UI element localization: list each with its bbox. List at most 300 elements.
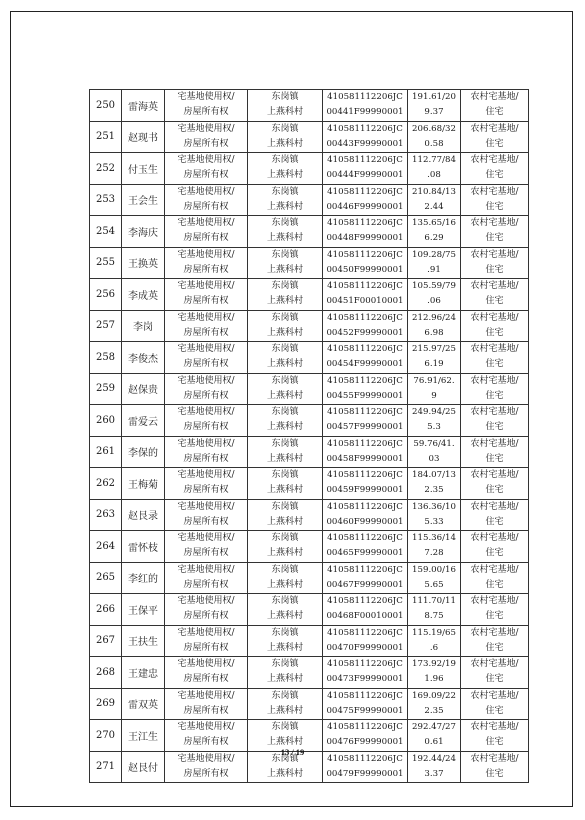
area-cell-line: 7.28 [424,548,444,559]
location-cell [248,121,323,153]
location-cell-line: 东岗镇 [271,92,299,103]
parcel-code-cell-line: 00448F99990001 [326,233,404,244]
location-cell [248,279,323,311]
right-type-cell-line: 房屋所有权 [183,768,229,779]
location-cell [248,688,323,720]
land-use-cell-line: 农村宅基地/ [470,312,519,323]
land-use-cell-line: 住宅 [485,107,504,118]
location-cell-line: 东岗镇 [271,281,299,292]
parcel-code-cell-line: 410581112206JC [327,533,403,544]
row-number-cell: 270 [90,720,122,752]
land-use-cell-line: 农村宅基地/ [470,344,519,355]
owner-name-cell: 赵保贵 [122,373,165,405]
land-use-cell-line: 住宅 [485,296,504,307]
parcel-code-cell-line: 410581112206JC [327,155,403,166]
land-use-cell-line: 农村宅基地/ [470,123,519,134]
area-cell-line: 2.44 [424,201,444,212]
right-type-cell-line: 宅基地使用权/ [177,438,235,449]
parcel-code-cell [323,121,408,153]
row-number-cell: 267 [90,625,122,657]
parcel-code-cell-line: 00467F99990001 [326,579,404,590]
right-type-cell-line: 房屋所有权 [183,296,229,307]
right-type-cell-line: 宅基地使用权/ [177,690,235,701]
right-type-cell-line: 宅基地使用权/ [177,596,235,607]
table-row [90,436,529,468]
location-cell-line: 东岗镇 [271,123,299,134]
land-use-cell-line: 住宅 [485,390,504,401]
right-type-cell [165,216,248,248]
row-number-cell: 259 [90,373,122,405]
parcel-code-cell [323,247,408,279]
right-type-cell [165,499,248,531]
land-use-cell-line: 农村宅基地/ [470,627,519,638]
table-row [90,531,529,563]
land-use-cell-line: 住宅 [485,359,504,370]
area-cell [408,153,461,185]
location-cell [248,405,323,437]
right-type-cell-line: 房屋所有权 [183,642,229,653]
area-cell-line: 2.35 [424,485,444,496]
parcel-code-cell-line: 410581112206JC [327,218,403,229]
right-type-cell-line: 房屋所有权 [183,264,229,275]
table-row [90,468,529,500]
parcel-code-cell-line: 00441F99990001 [326,107,404,118]
parcel-code-cell-line: 00476F99990001 [326,737,404,748]
owner-name-cell: 李俊杰 [122,342,165,374]
location-cell-line: 上燕科村 [266,201,303,212]
row-number-cell: 265 [90,562,122,594]
parcel-code-cell-line: 410581112206JC [327,627,403,638]
parcel-code-cell-line: 410581112206JC [327,407,403,418]
area-cell-line: .6 [429,642,439,653]
location-cell-line: 上燕科村 [266,296,303,307]
right-type-cell-line: 宅基地使用权/ [177,312,235,323]
right-type-cell [165,90,248,122]
parcel-code-cell [323,216,408,248]
parcel-code-cell-line: 410581112206JC [327,92,403,103]
area-cell-line: 112.77/84 [412,155,456,166]
area-cell-line: 0.61 [424,737,444,748]
right-type-cell-line: 房屋所有权 [183,611,229,622]
land-use-cell-line: 农村宅基地/ [470,564,519,575]
location-cell-line: 东岗镇 [271,344,299,355]
row-number-cell: 255 [90,247,122,279]
table-row [90,562,529,594]
land-use-cell [461,153,529,185]
land-use-cell-line: 农村宅基地/ [470,470,519,481]
location-cell-line: 上燕科村 [266,422,303,433]
owner-name-cell: 雷怀枝 [122,531,165,563]
owner-name-cell: 王梅菊 [122,468,165,500]
land-use-cell-line: 住宅 [485,201,504,212]
table-row [90,247,529,279]
row-number-cell: 256 [90,279,122,311]
parcel-code-cell-line: 410581112206JC [327,123,403,134]
row-number-cell: 254 [90,216,122,248]
row-number-cell: 271 [90,751,122,783]
land-use-cell [461,121,529,153]
area-cell-line: 6.29 [424,233,444,244]
location-cell [248,499,323,531]
location-cell [248,373,323,405]
right-type-cell-line: 宅基地使用权/ [177,123,235,134]
land-use-cell-line: 农村宅基地/ [470,186,519,197]
area-cell [408,531,461,563]
location-cell-line: 上燕科村 [266,611,303,622]
parcel-code-cell-line: 00459F99990001 [326,485,404,496]
land-use-cell [461,468,529,500]
row-number-cell: 252 [90,153,122,185]
area-cell [408,436,461,468]
area-cell-line: 76.91/62. [413,375,455,386]
land-use-cell-line: 住宅 [485,611,504,622]
parcel-code-cell-line: 410581112206JC [327,375,403,386]
owner-name-cell: 李成英 [122,279,165,311]
right-type-cell-line: 房屋所有权 [183,390,229,401]
owner-name-cell: 雷双英 [122,688,165,720]
row-number-cell: 264 [90,531,122,563]
row-number-cell: 266 [90,594,122,626]
land-use-cell [461,310,529,342]
location-cell-line: 上燕科村 [266,327,303,338]
right-type-cell-line: 宅基地使用权/ [177,470,235,481]
area-cell [408,247,461,279]
table-row [90,594,529,626]
location-cell-line: 上燕科村 [266,737,303,748]
owner-name-cell: 李红的 [122,562,165,594]
right-type-cell-line: 宅基地使用权/ [177,281,235,292]
location-cell-line: 上燕科村 [266,485,303,496]
land-use-cell-line: 农村宅基地/ [470,501,519,512]
right-type-cell [165,562,248,594]
owner-name-cell: 赵艮付 [122,751,165,783]
parcel-code-cell-line: 410581112206JC [327,249,403,260]
area-cell-line: 135.65/16 [412,218,456,229]
area-cell-line: 115.19/65 [412,627,456,638]
area-cell-line: 109.28/75 [412,249,456,260]
parcel-code-cell [323,657,408,689]
land-use-cell-line: 住宅 [485,674,504,685]
land-use-cell-line: 农村宅基地/ [470,753,519,764]
parcel-code-cell [323,90,408,122]
land-use-cell [461,657,529,689]
owner-name-cell: 付玉生 [122,153,165,185]
location-cell [248,310,323,342]
right-type-cell [165,153,248,185]
land-use-cell-line: 农村宅基地/ [470,375,519,386]
area-cell-line: 292.47/27 [412,722,456,733]
table-row [90,499,529,531]
right-type-cell [165,342,248,374]
right-type-cell [165,310,248,342]
owner-name-cell: 雷爱云 [122,405,165,437]
right-type-cell-line: 宅基地使用权/ [177,218,235,229]
area-cell-line: 249.94/25 [412,407,456,418]
row-number-cell: 260 [90,405,122,437]
land-use-cell [461,90,529,122]
owner-name-cell: 王会生 [122,184,165,216]
location-cell-line: 东岗镇 [271,186,299,197]
location-cell [248,531,323,563]
location-cell-line: 上燕科村 [266,264,303,275]
area-cell-line: 9 [431,390,437,401]
right-type-cell-line: 房屋所有权 [183,107,229,118]
area-cell [408,657,461,689]
right-type-cell [165,657,248,689]
location-cell [248,436,323,468]
parcel-code-cell-line: 410581112206JC [327,312,403,323]
area-cell-line: 169.09/22 [412,690,456,701]
land-use-cell-line: 住宅 [485,453,504,464]
owner-name-cell: 王保平 [122,594,165,626]
right-type-cell [165,121,248,153]
right-type-cell-line: 宅基地使用权/ [177,533,235,544]
area-cell-line: 9.37 [424,107,444,118]
parcel-code-cell [323,499,408,531]
row-number-cell: 258 [90,342,122,374]
location-cell-line: 东岗镇 [271,501,299,512]
location-cell-line: 东岗镇 [271,753,299,764]
area-cell-line: 2.35 [424,705,444,716]
location-cell-line: 上燕科村 [266,453,303,464]
parcel-code-cell [323,405,408,437]
owner-name-cell: 王江生 [122,720,165,752]
parcel-code-cell-line: 00443F99990001 [326,138,404,149]
location-cell-line: 东岗镇 [271,470,299,481]
right-type-cell-line: 房屋所有权 [183,359,229,370]
land-use-cell-line: 农村宅基地/ [470,438,519,449]
location-cell-line: 上燕科村 [266,170,303,181]
parcel-code-cell-line: 410581112206JC [327,659,403,670]
right-type-cell [165,436,248,468]
parcel-code-cell [323,342,408,374]
parcel-code-cell-line: 00458F99990001 [326,453,404,464]
location-cell-line: 东岗镇 [271,533,299,544]
location-cell [248,216,323,248]
parcel-code-cell-line: 00468F00010001 [326,611,404,622]
right-type-cell-line: 宅基地使用权/ [177,186,235,197]
parcel-code-cell [323,625,408,657]
land-use-cell-line: 农村宅基地/ [470,659,519,670]
right-type-cell-line: 房屋所有权 [183,201,229,212]
location-cell-line: 上燕科村 [266,107,303,118]
location-cell-line: 上燕科村 [266,642,303,653]
location-cell-line: 东岗镇 [271,249,299,260]
land-use-cell-line: 住宅 [485,642,504,653]
land-use-cell [461,279,529,311]
area-cell [408,310,461,342]
land-use-cell-line: 住宅 [485,737,504,748]
area-cell [408,342,461,374]
row-number-cell: 251 [90,121,122,153]
land-use-cell-line: 农村宅基地/ [470,407,519,418]
area-cell-line: 210.84/13 [412,186,456,197]
right-type-cell [165,594,248,626]
right-type-cell [165,531,248,563]
location-cell-line: 上燕科村 [266,516,303,527]
parcel-code-cell-line: 410581112206JC [327,470,403,481]
location-cell-line: 东岗镇 [271,564,299,575]
parcel-code-cell-line: 410581112206JC [327,501,403,512]
right-type-cell [165,247,248,279]
parcel-code-cell-line: 00454F99990001 [326,359,404,370]
land-use-cell-line: 农村宅基地/ [470,533,519,544]
right-type-cell [165,184,248,216]
location-cell-line: 东岗镇 [271,218,299,229]
location-cell [248,657,323,689]
location-cell-line: 上燕科村 [266,548,303,559]
land-use-cell-line: 农村宅基地/ [470,92,519,103]
land-use-cell [461,184,529,216]
right-type-cell-line: 宅基地使用权/ [177,564,235,575]
land-use-cell-line: 住宅 [485,485,504,496]
parcel-code-cell-line: 00473F99990001 [326,674,404,685]
land-use-cell [461,688,529,720]
area-cell-line: 115.36/14 [412,533,456,544]
parcel-code-cell-line: 00479F99990001 [326,768,404,779]
land-use-cell-line: 住宅 [485,516,504,527]
location-cell-line: 上燕科村 [266,390,303,401]
row-number-cell: 268 [90,657,122,689]
table-row [90,373,529,405]
table-row [90,216,529,248]
right-type-cell-line: 宅基地使用权/ [177,659,235,670]
parcel-code-cell-line: 00446F99990001 [326,201,404,212]
right-type-cell-line: 房屋所有权 [183,548,229,559]
location-cell-line: 东岗镇 [271,155,299,166]
parcel-code-cell [323,688,408,720]
area-cell-line: 3.37 [424,768,444,779]
right-type-cell-line: 房屋所有权 [183,737,229,748]
location-cell [248,562,323,594]
right-type-cell-line: 房屋所有权 [183,233,229,244]
right-type-cell-line: 宅基地使用权/ [177,92,235,103]
row-number-cell: 257 [90,310,122,342]
area-cell-line: 5.65 [424,579,444,590]
right-type-cell [165,279,248,311]
land-use-cell-line: 住宅 [485,264,504,275]
right-type-cell-line: 房屋所有权 [183,516,229,527]
right-type-cell-line: 房屋所有权 [183,579,229,590]
area-cell [408,562,461,594]
parcel-code-cell-line: 00452F99990001 [326,327,404,338]
location-cell [248,342,323,374]
right-type-cell-line: 宅基地使用权/ [177,627,235,638]
land-use-cell-line: 住宅 [485,768,504,779]
parcel-code-cell-line: 00444F99990001 [326,170,404,181]
parcel-code-cell [323,153,408,185]
land-use-cell-line: 农村宅基地/ [470,218,519,229]
land-use-cell [461,436,529,468]
register-table [89,89,529,783]
right-type-cell-line: 房屋所有权 [183,327,229,338]
area-cell-line: 5.33 [424,516,444,527]
area-cell-line: 0.58 [424,138,444,149]
location-cell [248,247,323,279]
area-cell-line: 212.96/24 [412,312,456,323]
area-cell-line: 6.98 [424,327,444,338]
area-cell-line: 6.19 [424,359,444,370]
parcel-code-cell-line: 00451F00010001 [326,296,404,307]
land-use-cell-line: 农村宅基地/ [470,249,519,260]
location-cell-line: 东岗镇 [271,596,299,607]
area-cell-line: 159.00/16 [412,564,456,575]
location-cell-line: 东岗镇 [271,438,299,449]
location-cell [248,153,323,185]
location-cell-line: 上燕科村 [266,359,303,370]
location-cell-line: 东岗镇 [271,659,299,670]
land-use-cell [461,247,529,279]
table-row [90,279,529,311]
parcel-code-cell-line: 00470F99990001 [326,642,404,653]
land-use-cell-line: 住宅 [485,705,504,716]
table-row [90,405,529,437]
parcel-code-cell-line: 410581112206JC [327,564,403,575]
parcel-code-cell-line: 00455F99990001 [326,390,404,401]
area-cell-line: 03 [428,453,440,464]
area-cell [408,468,461,500]
land-use-cell-line: 住宅 [485,233,504,244]
area-cell-line: 8.75 [424,611,444,622]
area-cell [408,90,461,122]
right-type-cell [165,625,248,657]
parcel-code-cell-line: 410581112206JC [327,596,403,607]
area-cell-line: 1.96 [424,674,444,685]
right-type-cell-line: 宅基地使用权/ [177,753,235,764]
parcel-code-cell-line: 410581112206JC [327,753,403,764]
land-use-cell [461,405,529,437]
land-use-cell [461,216,529,248]
location-cell-line: 东岗镇 [271,312,299,323]
table-row [90,342,529,374]
parcel-code-cell-line: 00457F99990001 [326,422,404,433]
row-number-cell: 261 [90,436,122,468]
area-cell [408,499,461,531]
area-cell-line: 192.44/24 [412,753,456,764]
location-cell-line: 上燕科村 [266,138,303,149]
land-use-cell [461,625,529,657]
location-cell-line: 上燕科村 [266,579,303,590]
area-cell [408,216,461,248]
right-type-cell-line: 房屋所有权 [183,485,229,496]
right-type-cell-line: 房屋所有权 [183,674,229,685]
land-use-cell-line: 农村宅基地/ [470,155,519,166]
area-cell-line: 184.07/13 [412,470,456,481]
right-type-cell-line: 宅基地使用权/ [177,375,235,386]
right-type-cell-line: 宅基地使用权/ [177,407,235,418]
parcel-code-cell-line: 410581112206JC [327,690,403,701]
table-row [90,184,529,216]
owner-name-cell: 王换英 [122,247,165,279]
parcel-code-cell-line: 410581112206JC [327,186,403,197]
right-type-cell [165,405,248,437]
row-number-cell: 262 [90,468,122,500]
location-cell-line: 东岗镇 [271,407,299,418]
land-use-cell-line: 住宅 [485,548,504,559]
area-cell-line: .06 [427,296,441,307]
area-cell-line: 206.68/32 [412,123,456,134]
location-cell-line: 上燕科村 [266,233,303,244]
area-cell [408,625,461,657]
right-type-cell-line: 房屋所有权 [183,422,229,433]
land-use-cell-line: 农村宅基地/ [470,690,519,701]
parcel-code-cell-line: 410581112206JC [327,438,403,449]
table-row [90,625,529,657]
land-use-cell-line: 住宅 [485,422,504,433]
right-type-cell [165,373,248,405]
area-cell-line: 191.61/20 [412,92,456,103]
owner-name-cell: 雷海英 [122,90,165,122]
